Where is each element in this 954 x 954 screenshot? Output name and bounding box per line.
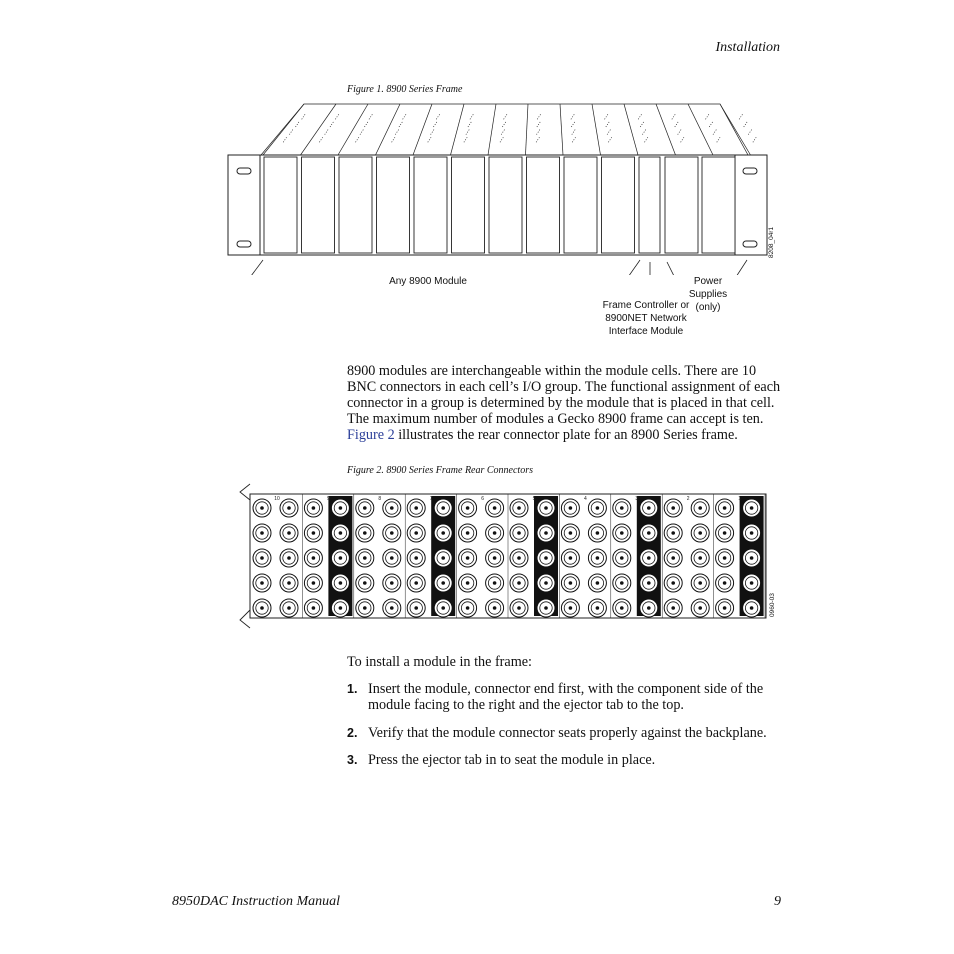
paragraph-text-end: illustrates the rear connector plate for an 8900 Series frame. [394, 427, 738, 443]
slot-number: 7 [429, 496, 433, 502]
bnc-pin [493, 506, 497, 510]
bnc-pin [312, 581, 316, 585]
bnc-pin [620, 531, 624, 535]
bnc-pin [596, 581, 600, 585]
bnc-pin [750, 556, 754, 560]
footer-manual-title: 8950DAC Instruction Manual [172, 894, 340, 909]
top-panel-rib [338, 104, 368, 155]
vent-slot [640, 121, 644, 127]
procedure-step-2 [347, 725, 788, 743]
vent-slot [606, 121, 610, 127]
bnc-pin [363, 531, 367, 535]
top-panel-rib [688, 104, 713, 155]
bnc-pin [569, 556, 573, 560]
bnc-pin [671, 506, 675, 510]
module-cell [602, 157, 635, 253]
vent-slot [675, 121, 679, 127]
bnc-pin [647, 506, 651, 510]
bnc-pin [493, 531, 497, 535]
figure1-ref-code: 8208_04r1 [768, 226, 775, 258]
slot-number: 5 [532, 496, 536, 502]
vent-slot [392, 136, 396, 142]
module-cell [452, 157, 485, 253]
break-mark-bottom [240, 610, 250, 628]
module-cell [527, 157, 560, 253]
bnc-pin [671, 581, 675, 585]
bnc-pin [750, 506, 754, 510]
module-cell [414, 157, 447, 253]
bnc-pin [493, 556, 497, 560]
bnc-pin [620, 606, 624, 610]
bnc-pin [698, 531, 702, 535]
power-supply-cell [665, 157, 698, 253]
power-leader-right [722, 260, 747, 275]
break-marks [240, 484, 250, 628]
label-power-supplies: Power Supplies (only) [688, 276, 728, 313]
top-panel-rib [263, 104, 304, 155]
bnc-pin [544, 606, 548, 610]
connector-group [716, 494, 765, 618]
vent-slot [536, 136, 540, 142]
bnc-pin [441, 581, 445, 585]
label-any-module: Any 8900 Module [389, 276, 467, 287]
connector-group [304, 494, 353, 618]
bnc-pin [569, 581, 573, 585]
slot-number: 4 [584, 496, 587, 502]
bnc-pin [312, 506, 316, 510]
bnc-pin [466, 531, 470, 535]
mounting-slot [237, 168, 251, 174]
vent-slot [672, 113, 676, 119]
vent-slot [605, 113, 609, 119]
vent-slot [399, 121, 403, 127]
module-cell [377, 157, 410, 253]
bnc-pin [596, 606, 600, 610]
step-text: Verify that the module connector seats properly against the backplane. [368, 725, 767, 741]
vent-slot [608, 136, 612, 142]
bnc-pin [723, 556, 727, 560]
vent-slot [537, 121, 541, 127]
bnc-pin [647, 606, 651, 610]
bnc-pin [414, 506, 418, 510]
figure2-link[interactable]: Figure 2 [347, 427, 395, 443]
top-panel-rib [451, 104, 465, 155]
bnc-pin [260, 556, 264, 560]
vent-slot [706, 113, 710, 119]
module-cell [564, 157, 597, 253]
vent-slot [681, 136, 685, 142]
bnc-pin [466, 581, 470, 585]
top-panel-rib [656, 104, 676, 155]
vent-slot [431, 129, 435, 135]
bnc-pin [339, 556, 343, 560]
bnc-pin [569, 506, 573, 510]
vent-slot [501, 129, 505, 135]
module-cell [302, 157, 335, 253]
step-number: 2. [347, 726, 358, 740]
bnc-pin [517, 531, 521, 535]
bnc-pin [414, 556, 418, 560]
bnc-pin [723, 531, 727, 535]
procedure-intro: To install a module in the frame: [347, 654, 532, 670]
module-cell [339, 157, 372, 253]
step-text: Insert the module, connector end first, with the component side of the module facing to the right and the ejector tab to the top. [368, 681, 764, 713]
body-paragraph [347, 363, 781, 443]
bnc-pin [620, 556, 624, 560]
vent-slot [302, 113, 306, 119]
vent-slot [470, 113, 474, 119]
power-leader-left [667, 262, 688, 275]
slot-number: 10 [274, 496, 280, 502]
connector-group [407, 494, 456, 618]
vent-slot [638, 113, 642, 119]
bnc-pin [596, 506, 600, 510]
top-panel-rib [488, 104, 496, 155]
bnc-pin [647, 581, 651, 585]
bnc-pin [390, 556, 394, 560]
bnc-pin [517, 556, 521, 560]
vent-slot [504, 113, 508, 119]
bnc-pin [569, 531, 573, 535]
vent-slot [428, 136, 432, 142]
bnc-pin [671, 606, 675, 610]
bnc-pin [260, 581, 264, 585]
figure2-ref-code: 0960-03 [769, 593, 776, 617]
bnc-pin [363, 506, 367, 510]
step-text: Press the ejector tab in to seat the module in place. [368, 752, 656, 768]
bnc-pin [544, 506, 548, 510]
bnc-pin [441, 556, 445, 560]
frame-body [228, 155, 767, 255]
bnc-pin [287, 506, 291, 510]
vent-slot [360, 129, 364, 135]
bnc-pin [544, 581, 548, 585]
vent-slot [403, 113, 407, 119]
vent-slot [717, 136, 721, 142]
bnc-pin [698, 581, 702, 585]
bnc-pin [363, 606, 367, 610]
bnc-pin [671, 556, 675, 560]
bnc-pin [723, 606, 727, 610]
top-panel-rib [624, 104, 638, 155]
vent-slot [436, 113, 440, 119]
slot-number: 1 [738, 496, 741, 502]
bnc-pin [339, 581, 343, 585]
bnc-pin [723, 581, 727, 585]
vent-slot [753, 136, 757, 142]
vent-slot [335, 113, 339, 119]
vent-slot [642, 129, 646, 135]
vent-slot [325, 129, 329, 135]
vent-slot [713, 129, 717, 135]
bnc-pin [544, 531, 548, 535]
bnc-pin [390, 506, 394, 510]
footer-page-number: 9 [774, 894, 781, 909]
bnc-pin [339, 606, 343, 610]
slot-number: 6 [481, 496, 484, 502]
vent-slot [330, 121, 334, 127]
bnc-pin [441, 531, 445, 535]
bnc-pin [466, 606, 470, 610]
vent-slot [466, 129, 470, 135]
vent-slot [571, 121, 575, 127]
bnc-pin [312, 531, 316, 535]
frame-leader-lines [248, 260, 747, 275]
vent-slot [468, 121, 472, 127]
slot-number: 3 [635, 496, 639, 502]
procedure-step-1 [347, 681, 788, 715]
vent-slot [739, 113, 743, 119]
bnc-pin [390, 531, 394, 535]
top-panel-rib [560, 104, 563, 155]
vent-slot [502, 121, 506, 127]
slot-number: 2 [686, 496, 690, 502]
slot-number: 9 [327, 496, 330, 502]
running-header: Installation [715, 40, 780, 55]
vent-slot [289, 129, 293, 135]
bnc-pin [750, 531, 754, 535]
vent-slot [356, 136, 360, 142]
break-mark-top [240, 484, 250, 500]
vent-slot [319, 136, 323, 142]
top-panel-rib [376, 104, 401, 155]
bnc-pin [260, 531, 264, 535]
bnc-pin [620, 581, 624, 585]
vent-slot [709, 121, 713, 127]
vent-slot [537, 129, 541, 135]
bnc-pin [569, 606, 573, 610]
bnc-pin [544, 556, 548, 560]
bnc-pin [339, 506, 343, 510]
vent-slot [433, 121, 437, 127]
vent-slot [572, 136, 576, 142]
bnc-pin [517, 506, 521, 510]
module-cell [489, 157, 522, 253]
bnc-pin [363, 556, 367, 560]
bnc-pin [671, 531, 675, 535]
label-frame-controller: Frame Controller or 8900NET Network Interface Module [602, 300, 690, 337]
vent-slot [748, 129, 752, 135]
vent-slot [283, 136, 287, 142]
figure2-caption: Figure 2. 8900 Series Frame Rear Connectors [347, 465, 533, 476]
bnc-pin [698, 606, 702, 610]
bnc-pin [698, 556, 702, 560]
mounting-slot [743, 168, 757, 174]
modules-leader-right [474, 260, 640, 275]
slot-number: 8 [378, 496, 382, 502]
step-number: 3. [347, 753, 358, 767]
frame-top-panel [261, 104, 757, 155]
bnc-pin [647, 556, 651, 560]
vent-slot [464, 136, 468, 142]
top-panel-rib [301, 104, 337, 155]
controller-cell [639, 157, 660, 253]
connector-group [510, 494, 559, 618]
mounting-slot [743, 241, 757, 247]
connector-group [613, 494, 662, 618]
power-supply-cell [702, 157, 735, 253]
bnc-pin [596, 531, 600, 535]
vent-slot [365, 121, 369, 127]
top-panel-rib [720, 104, 751, 155]
bnc-pin [312, 606, 316, 610]
top-panel-rib [526, 104, 529, 155]
module-cell [264, 157, 297, 253]
vent-slot [744, 121, 748, 127]
bnc-pin [287, 581, 291, 585]
bnc-pin [287, 556, 291, 560]
figure1-caption: Figure 1. 8900 Series Frame [347, 84, 463, 95]
vent-slot [369, 113, 373, 119]
bnc-pin [287, 531, 291, 535]
top-panel-rib [592, 104, 601, 155]
frame-front-diagram [220, 100, 790, 275]
top-panel-outline [261, 104, 748, 155]
bnc-pin [312, 556, 316, 560]
bnc-pin [517, 606, 521, 610]
paragraph-text: 8900 modules are interchangeable within the module cells. There are 10 BNC connectors in each cell’s I/O group. The functional assignment of each connector in a group is determined by the module that is placed in that cell. The maximum number of modules a Gecko 8900 frame can accept is ten. [347, 363, 781, 427]
bnc-pin [493, 606, 497, 610]
bnc-pin [339, 531, 343, 535]
bnc-pin [517, 581, 521, 585]
bnc-pin [414, 531, 418, 535]
bnc-pin [493, 581, 497, 585]
bnc-pin [390, 606, 394, 610]
bnc-pin [441, 506, 445, 510]
vent-slot [571, 113, 575, 119]
bnc-pin [414, 606, 418, 610]
bnc-pin [620, 506, 624, 510]
bnc-pin [750, 606, 754, 610]
vent-slot [395, 129, 399, 135]
bnc-pin [260, 506, 264, 510]
vent-slot [500, 136, 504, 142]
bnc-pin [287, 606, 291, 610]
modules-leader-left [248, 260, 378, 275]
bnc-pin [750, 581, 754, 585]
vent-slot [572, 129, 576, 135]
bnc-pin [414, 581, 418, 585]
step-number: 1. [347, 682, 358, 696]
bnc-pin [363, 581, 367, 585]
procedure-step-3 [347, 752, 788, 770]
bnc-pin [466, 506, 470, 510]
vent-slot [678, 129, 682, 135]
bnc-pin [441, 606, 445, 610]
bnc-pin [723, 506, 727, 510]
rear-connector-diagram [228, 480, 773, 630]
bnc-pin [647, 531, 651, 535]
vent-slot [296, 121, 300, 127]
bnc-pin [260, 606, 264, 610]
top-panel-rib [413, 104, 432, 155]
vent-slot [537, 113, 541, 119]
mounting-slot [237, 241, 251, 247]
bnc-pin [596, 556, 600, 560]
bnc-pin [466, 556, 470, 560]
bnc-pin [390, 581, 394, 585]
vent-slot [645, 136, 649, 142]
bnc-pin [698, 506, 702, 510]
vent-slot [607, 129, 611, 135]
